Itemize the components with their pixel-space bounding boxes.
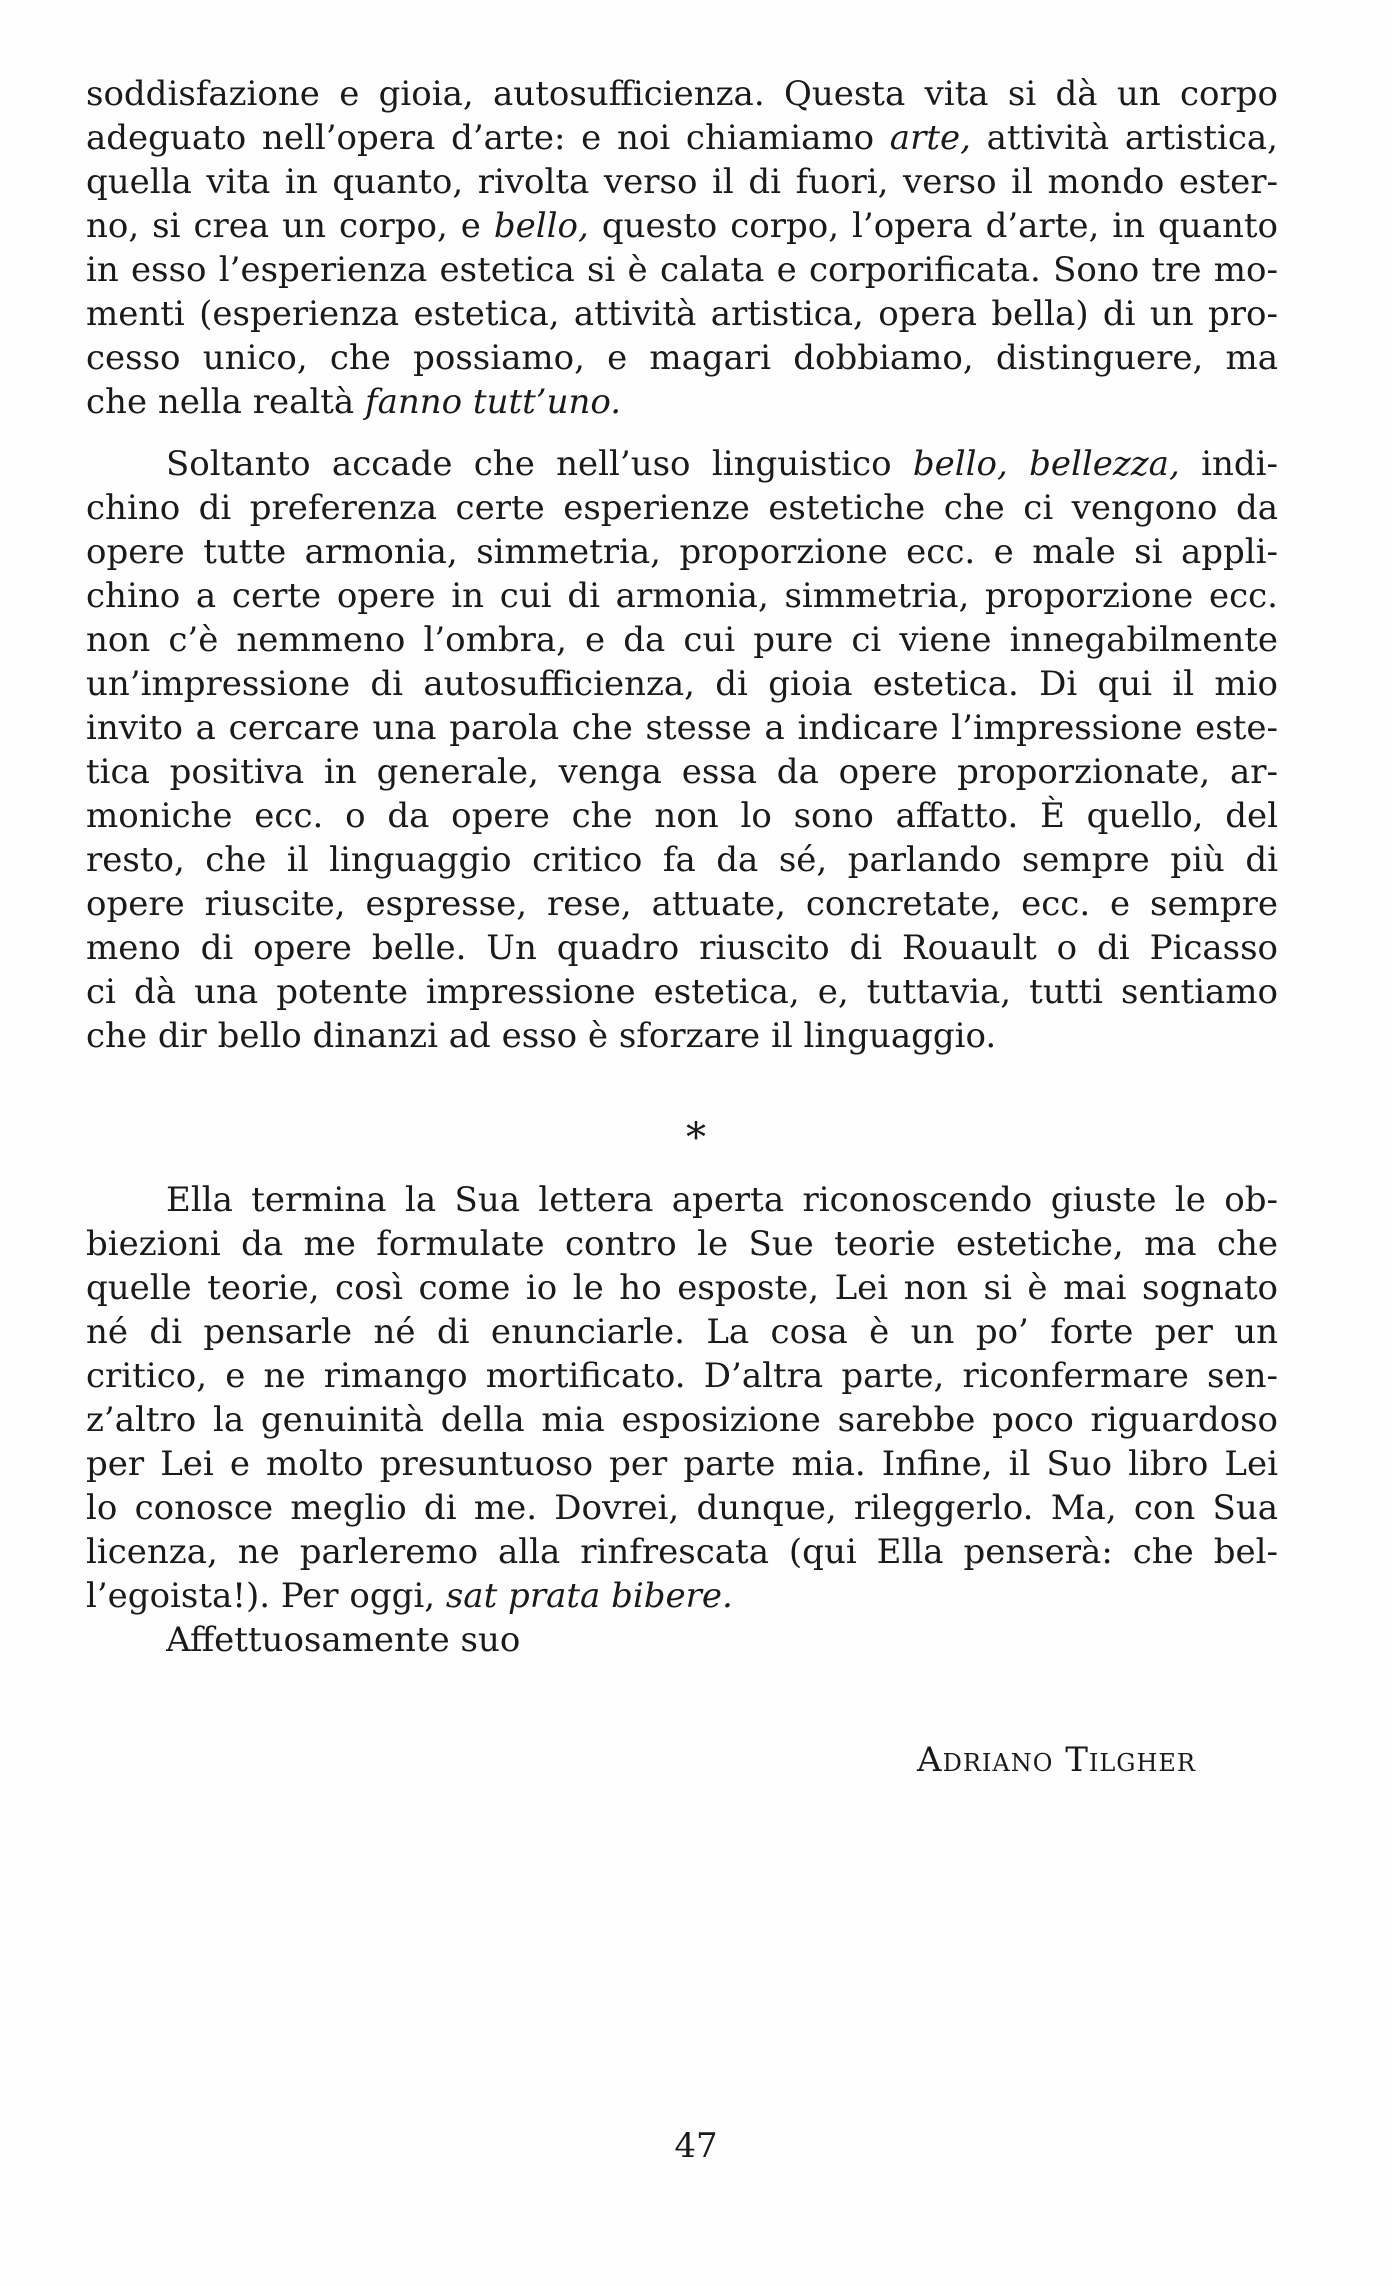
italic-text: bello, bellezza,: [912, 444, 1180, 484]
text-line: un’impressione di autosufficienza, di gioia estetica. Di qui il mio: [86, 664, 1278, 704]
italic-text: arte,: [889, 118, 971, 158]
text-line: critico, e ne rimango mortificato. D’altra parte, riconfermare sen-: [86, 1356, 1278, 1396]
italic-text: fanno tutt’uno.: [364, 382, 622, 422]
italic-text: sat prata bibere.: [445, 1576, 733, 1616]
text-line: che dir bello dinanzi ad esso è sforzare il linguaggio.: [86, 1016, 997, 1056]
signature: Adriano Tilgher: [917, 1740, 1196, 1780]
text-line: che nella realtà fanno tutt’uno.: [86, 382, 622, 422]
text-line: invito a cercare una parola che stesse a indicare l’impressione este-: [86, 708, 1278, 748]
text-line: z’altro la genuinità della mia esposizione sarebbe poco riguardoso: [86, 1400, 1278, 1440]
text-line: chino a certe opere in cui di armonia, simmetria, proporzione ecc.: [86, 576, 1278, 616]
text-line: cesso unico, che possiamo, e magari dobbiamo, distinguere, ma: [86, 338, 1278, 378]
text-line: quelle teorie, così come io le ho esposte, Lei non si è mai sognato: [86, 1268, 1278, 1308]
section-separator: *: [686, 1115, 706, 1161]
text-line: opere riuscite, espresse, rese, attuate, concretate, ecc. e sempre: [86, 884, 1278, 924]
italic-text: bello,: [493, 206, 589, 246]
text-line: Ella termina la Sua lettera aperta riconoscendo giuste le ob-: [166, 1180, 1278, 1220]
text-line: tica positiva in generale, venga essa da opere proporzionate, ar-: [86, 752, 1278, 792]
text-line: per Lei e molto presuntuoso per parte mia. Infine, il Suo libro Lei: [86, 1444, 1278, 1484]
text-line: adeguato nell’opera d’arte: e noi chiamiamo arte, attività artistica,: [86, 118, 1278, 158]
text-line: l’egoista!). Per oggi, sat prata bibere.: [86, 1576, 733, 1616]
text-line: menti (esperienza estetica, attività artistica, opera bella) di un pro-: [86, 294, 1278, 334]
text-line: lo conosce meglio di me. Dovrei, dunque, rileggerlo. Ma, con Sua: [86, 1488, 1278, 1528]
text-line: quella vita in quanto, rivolta verso il di fuori, verso il mondo ester-: [86, 162, 1278, 202]
text-line: né di pensarle né di enunciarle. La cosa è un po’ forte per un: [86, 1312, 1278, 1352]
text-line: no, si crea un corpo, e bello, questo corpo, l’opera d’arte, in quanto: [86, 206, 1278, 246]
text-line: meno di opere belle. Un quadro riuscito di Rouault o di Picasso: [86, 928, 1278, 968]
text-line: Soltanto accade che nell’uso linguistico bello, bellezza, indi-: [166, 444, 1278, 484]
closing-line: Affettuosamente suo: [166, 1620, 521, 1660]
page-number: 47: [674, 2126, 718, 2166]
text-line: resto, che il linguaggio critico fa da sé, parlando sempre più di: [86, 840, 1278, 880]
text-line: moniche ecc. o da opere che non lo sono affatto. È quello, del: [86, 796, 1278, 836]
text-line: biezioni da me formulate contro le Sue teorie estetiche, ma che: [86, 1224, 1278, 1264]
text-line: licenza, ne parleremo alla rinfrescata (qui Ella penserà: che bel-: [86, 1532, 1278, 1572]
text-line: soddisfazione e gioia, autosufficienza. Questa vita si dà un corpo: [86, 74, 1278, 114]
text-line: ci dà una potente impressione estetica, e, tuttavia, tutti sentiamo: [86, 972, 1278, 1012]
text-line: opere tutte armonia, simmetria, proporzione ecc. e male si appli-: [86, 532, 1278, 572]
text-line: in esso l’esperienza estetica si è calata e corporificata. Sono tre mo-: [86, 250, 1278, 290]
text-line: non c’è nemmeno l’ombra, e da cui pure ci viene innegabilmente: [86, 620, 1278, 660]
text-line: chino di preferenza certe esperienze estetiche che ci vengono da: [86, 488, 1278, 528]
